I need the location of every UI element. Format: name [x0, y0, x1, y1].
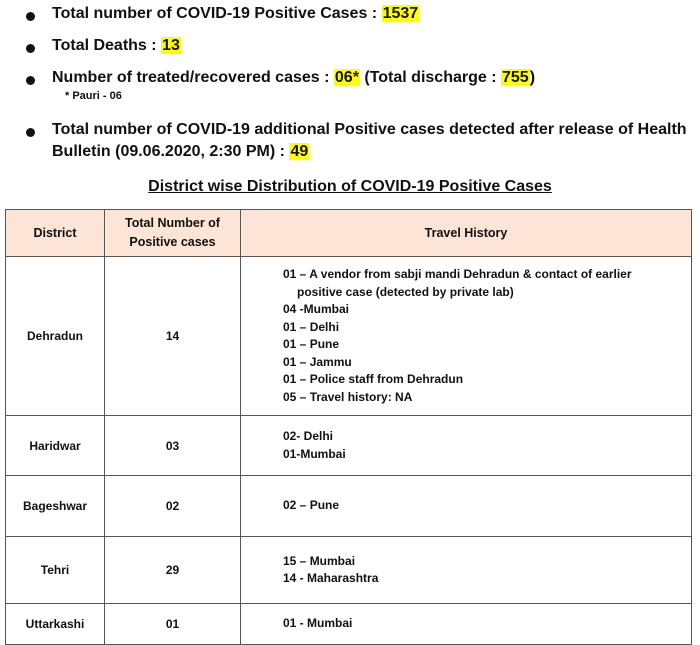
district-cell: Haridwar: [6, 416, 105, 476]
table-header-row: [6, 210, 692, 257]
district-cell: Uttarkashi: [6, 604, 105, 645]
count-cell: 01: [105, 604, 241, 645]
bullet-line-2: Bulletin (09.06.2020, 2:30 PM) :: [52, 143, 285, 160]
table-row: [6, 416, 692, 476]
table-row: [6, 476, 692, 537]
travel-cell: 15 – Mumbai 14 - Maharashtra: [241, 537, 692, 604]
total-cases-value: 1537: [382, 5, 419, 22]
travel-cell: 02 – Pune: [241, 476, 692, 537]
bullet-dot-icon: [26, 44, 35, 53]
bullet-label: Total Deaths :: [52, 37, 162, 54]
district-table: [5, 209, 692, 645]
count-cell: 14: [105, 257, 241, 416]
travel-cell: 01 – A vendor from sabji mandi Dehradun & contact of earlier positive case (detected by private lab) 04 -Mumbai 01 – Delhi 01 – Pune 01 – Jammu 01 – Police staff from Dehradun 05 – Travel history: NA: [241, 257, 692, 416]
table-row: [6, 537, 692, 604]
table-title: District wise Distribution of COVID-19 Positive Cases: [148, 178, 552, 195]
bullet-dot-icon: [26, 12, 35, 21]
count-cell: 03: [105, 416, 241, 476]
total-deaths-value: 13: [162, 37, 180, 54]
bullet-label-3: ): [529, 69, 536, 86]
travel-cell: 01 - Mumbai: [241, 604, 692, 645]
count-cell: 02: [105, 476, 241, 537]
bullet-line-1: Total number of COVID-19 additional Positive cases detected after release of Health: [52, 121, 687, 138]
travel-cell: 02- Delhi 01-Mumbai: [241, 416, 692, 476]
discharge-value: 755: [501, 69, 529, 86]
additional-cases-value: 49: [290, 143, 309, 160]
recovered-value: 06*: [334, 69, 359, 86]
bullet-label: Total number of COVID-19 Positive Cases :: [52, 5, 382, 22]
table-row: [6, 257, 692, 416]
header-travel: Travel History: [241, 210, 692, 257]
district-cell: Tehri: [6, 537, 105, 604]
district-cell: Dehradun: [6, 257, 105, 416]
bullet-label-2: (Total discharge :: [359, 69, 501, 86]
district-cell: Bageshwar: [6, 476, 105, 537]
pauri-note: * Pauri - 06: [65, 90, 122, 102]
table-row: [6, 604, 692, 645]
count-cell: 29: [105, 537, 241, 604]
bullet-dot-icon: [26, 128, 35, 137]
bullet-dot-icon: [26, 76, 35, 85]
header-total: Total Number of Positive cases: [105, 210, 241, 257]
bullet-label: Number of treated/recovered cases :: [52, 69, 334, 86]
header-district: District: [6, 210, 105, 257]
